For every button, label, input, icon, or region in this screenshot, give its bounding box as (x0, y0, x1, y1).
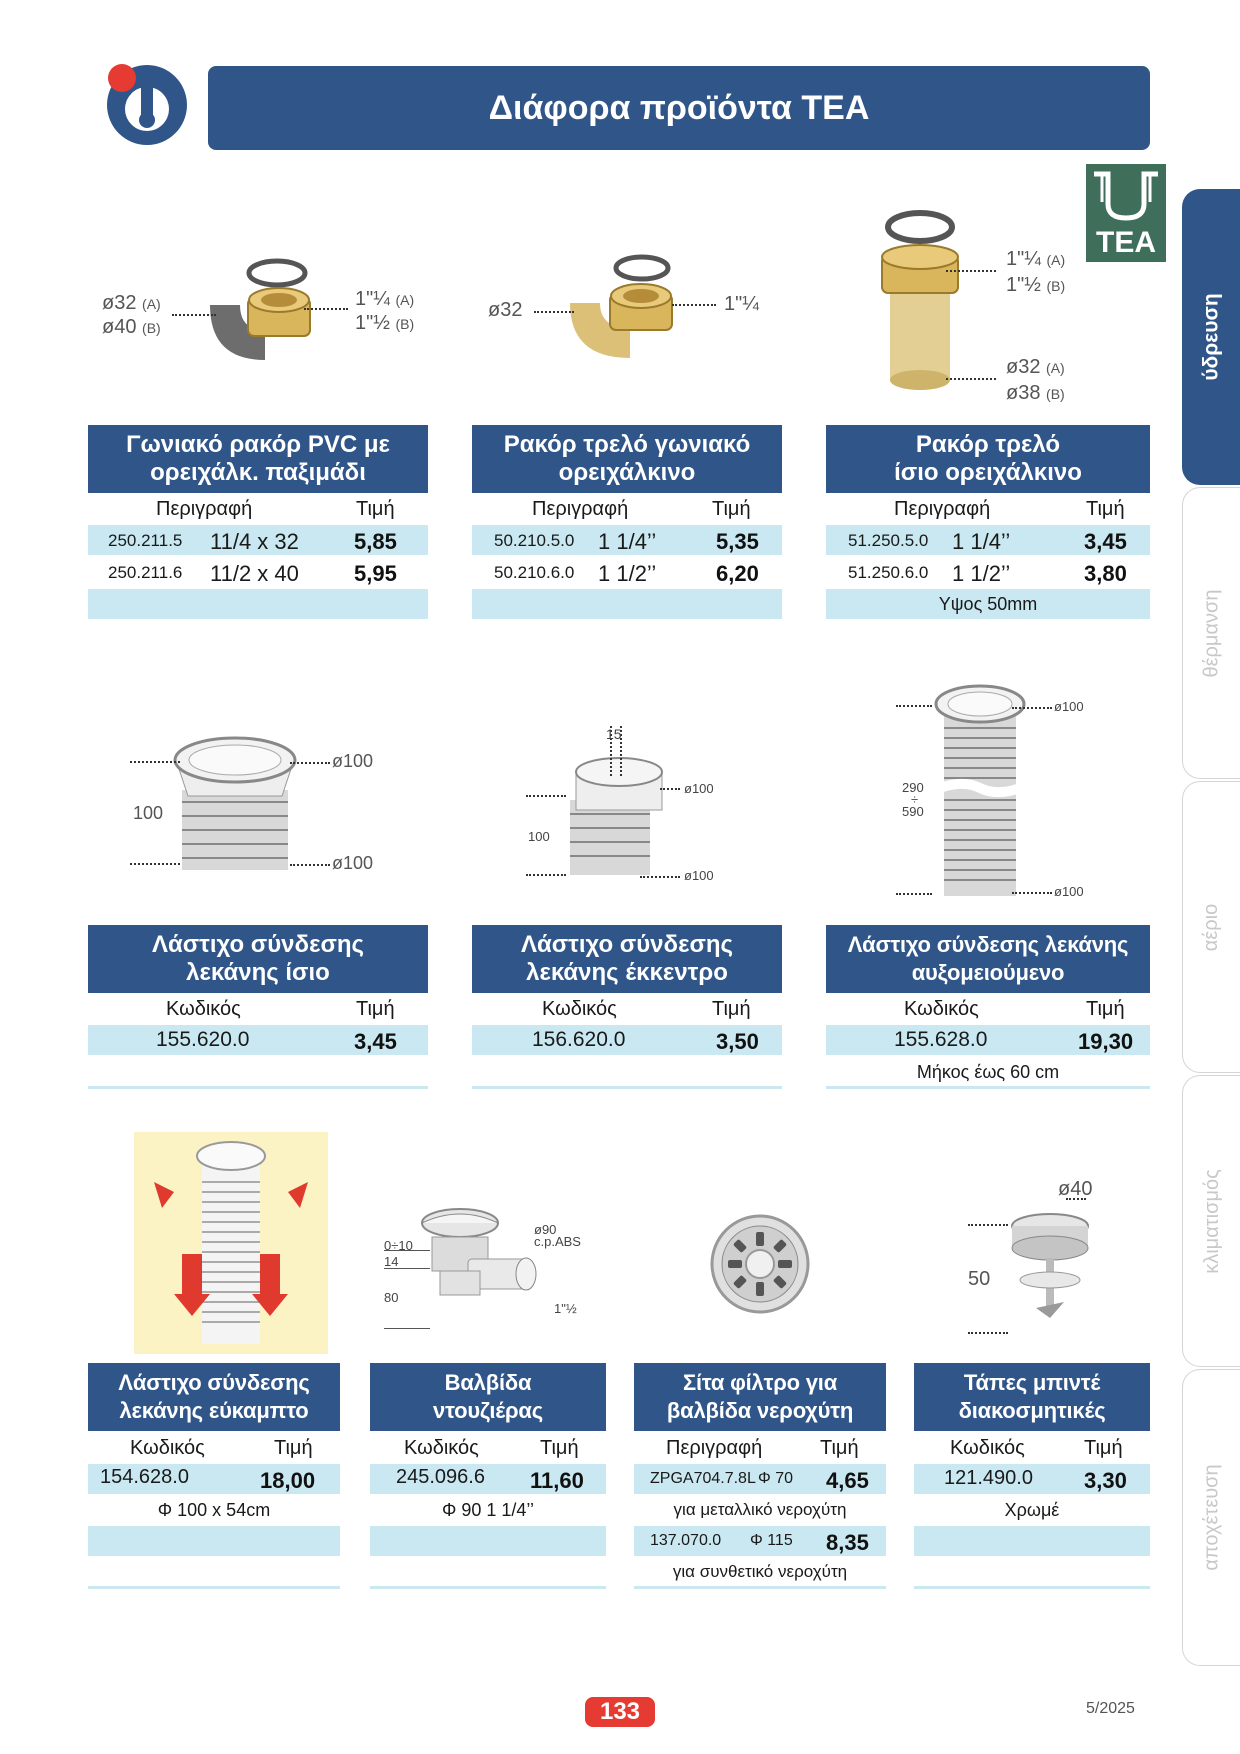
page-title: Διάφορα προϊόντα TEA (208, 66, 1150, 150)
table-header: Περιγραφή Τιμή (156, 498, 395, 520)
tab-klimatismos[interactable] (1182, 1075, 1240, 1367)
product-title: Βαλβίδα ντουζιέρας (370, 1363, 606, 1431)
leader-line (534, 311, 574, 313)
dim-height: 100 (528, 829, 550, 844)
dim-left: ø32 (488, 299, 523, 321)
tea-brand-logo (1086, 164, 1166, 262)
leader-line (304, 308, 348, 310)
dim-c: 80 (384, 1290, 399, 1305)
table-row (88, 589, 428, 619)
tab-thermansi[interactable] (1182, 487, 1240, 779)
divider (634, 1586, 886, 1589)
table-row: Μήκος έως 60 cm (916, 1062, 1060, 1082)
table-row: Φ 90 1 1/4’’ (441, 1500, 535, 1520)
dim-offset: 15 (606, 726, 622, 742)
dim-bottom: ø100 (684, 868, 714, 883)
table-row: Χρωμέ (1004, 1500, 1060, 1520)
product-title: Τάπες μπιντέ διακοσμητικές (914, 1363, 1150, 1431)
product-title: Λάστιχο σύνδεσης λεκάνης εύκαμπτο (88, 1363, 340, 1431)
tea-logo-icon (1086, 164, 1166, 262)
leader-line (130, 863, 180, 865)
company-logo (104, 62, 190, 148)
table-row: Φ 100 x 54cm (157, 1500, 271, 1520)
leader-line (526, 795, 566, 797)
leader-line (640, 876, 680, 878)
dim-bottom: ø100 (332, 853, 374, 873)
product-title: Σίτα φίλτρο για βαλβίδα νεροχύτη (634, 1363, 886, 1431)
divider (826, 1086, 1150, 1089)
dim-top: ø100 (684, 781, 714, 796)
product-image-brass-angle-union (560, 248, 710, 368)
dim-d: ø90 (534, 1222, 557, 1237)
dim-top: ø100 (1054, 699, 1084, 714)
dim-a: 0÷10 (384, 1238, 413, 1253)
dim-right-a: 1"¼ (A) (355, 288, 415, 310)
divider (88, 1086, 428, 1089)
table-header: Περιγραφή Τιμή (894, 498, 1125, 520)
table-row: 250.211.6 11/2 x 40 5,95 (108, 561, 397, 586)
table-row: 155.628.0 19,30 (826, 1025, 1150, 1055)
product-title: Ρακόρ τρελό ίσιο ορειχάλκινο (826, 425, 1150, 493)
dim-top: ø40 (1058, 1178, 1093, 1200)
product-image-brass-straight-union (870, 205, 970, 395)
table-row: 155.620.0 3,45 (88, 1025, 428, 1055)
dim-right-b: 1"½ (B) (355, 312, 415, 334)
table-header: Κωδικός Τιμή (950, 1437, 1123, 1459)
table-row: 51.250.5.0 1 1/4’’ 3,45 (826, 525, 1150, 555)
table-row: για μεταλλικό νεροχύτη (673, 1500, 847, 1519)
table-header: Κωδικός Τιμή (166, 998, 395, 1020)
table-row (914, 1526, 1150, 1556)
product-image-angle-pvc-fitting (190, 250, 340, 370)
leader-line (896, 705, 932, 707)
leader-line (526, 874, 566, 876)
table-header: Περιγραφή Τιμή (532, 498, 751, 520)
table-row: 156.620.0 3,50 (472, 1025, 782, 1055)
table-row (370, 1526, 606, 1556)
table-row: Υψος 50mm (826, 589, 1150, 619)
table-row: 137.070.0 Φ 115 8,35 (634, 1526, 886, 1556)
leader-line (130, 761, 180, 763)
table-row: ZPGA704.7.8L Φ 70 4,65 (634, 1464, 886, 1494)
tab-apoxeteusi[interactable] (1182, 1369, 1240, 1666)
tab-ydreusi[interactable] (1182, 189, 1240, 485)
tab-label: κλιματισμός (1200, 1168, 1223, 1274)
tab-aerio[interactable] (1182, 781, 1240, 1073)
leader-line (384, 1250, 430, 1251)
product-image-flexible-pan-connector (134, 1132, 328, 1354)
product-image-extendable-pan-connector (930, 680, 1030, 902)
tab-label: ύδρευση (1200, 293, 1223, 381)
leader-line (946, 270, 996, 272)
product-title: Ρακόρ τρελό γωνιακό ορειχάλκινο (472, 425, 782, 493)
table-header: Κωδικός Τιμή (542, 998, 751, 1020)
tab-label: αποχέτευση (1200, 1464, 1223, 1571)
divider (472, 1086, 782, 1089)
leader-line (660, 788, 680, 790)
page-number: 133 (585, 1697, 655, 1727)
table-row: για συνθετικό νεροχύτη (672, 1562, 848, 1581)
table-header: Περιγραφή Τιμή (666, 1437, 859, 1459)
leader-line (946, 378, 996, 380)
dim-height: 100 (133, 803, 164, 823)
leader-line (968, 1224, 1008, 1226)
table-row (88, 1526, 340, 1556)
divider (914, 1586, 1150, 1589)
table-row: 245.096.6 11,60 (370, 1464, 606, 1494)
table-row (472, 589, 782, 619)
dim-bot-b: ø38 (B) (1006, 382, 1065, 404)
dim-length-max: 590 (902, 804, 924, 819)
leader-line (672, 304, 716, 306)
table-row: 51.250.6.0 1 1/2’’ 3,80 (848, 561, 1127, 586)
table-row: 250.211.5 11/4 x 32 5,85 (88, 525, 428, 555)
table-row: 50.210.5.0 1 1/4’’ 5,35 (472, 525, 782, 555)
dim-left-a: ø32 (A) (102, 292, 161, 314)
dim-length-min: 290 (902, 780, 924, 795)
table-header: Κωδικός Τιμή (904, 998, 1125, 1020)
product-title: Λάστιχο σύνδεσης λεκάνης αυξομειούμενο (826, 925, 1150, 993)
product-image-sink-strainer (708, 1212, 812, 1316)
dim-b: 14 (384, 1254, 399, 1269)
dim-e: c.p.ABS (534, 1234, 581, 1249)
dim-length-sep: ÷ (911, 792, 919, 807)
dim-top-a: 1"¼ (A) (1006, 248, 1066, 270)
dim-bottom: ø100 (1054, 884, 1084, 899)
product-title: Λάστιχο σύνδεσης λεκάνης έκκεντρο (472, 925, 782, 993)
dim-left-b: ø40 (B) (102, 316, 161, 338)
leader-line (896, 893, 932, 895)
tea-logo-text: TEA (1096, 226, 1156, 259)
leader-line (384, 1328, 430, 1329)
leader-line (384, 1268, 430, 1269)
divider (88, 1586, 340, 1589)
table-header: Κωδικός Τιμή (130, 1437, 313, 1459)
table-header: Κωδικός Τιμή (404, 1437, 579, 1459)
product-image-eccentric-pan-connector (560, 750, 670, 880)
dim-bot-a: ø32 (A) (1006, 356, 1065, 378)
dim-top: ø100 (332, 751, 374, 771)
leader-line (1012, 892, 1052, 894)
leader-line (290, 864, 330, 866)
leader-line (290, 762, 330, 764)
dim-f: 1"½ (554, 1301, 577, 1316)
table-row: 121.490.0 3,30 (914, 1464, 1150, 1494)
leader-line (172, 314, 216, 316)
product-image-straight-pan-connector (170, 730, 300, 880)
tab-label: αέριο (1200, 903, 1223, 951)
table-row: 154.628.0 18,00 (88, 1464, 340, 1494)
product-image-bidet-plug (1000, 1210, 1100, 1320)
flexible-connector-drawing (134, 1132, 328, 1354)
product-title: Λάστιχο σύνδεσης λεκάνης ίσιο (88, 925, 428, 993)
dim-right: 1"¼ (724, 293, 759, 315)
leader-line (968, 1332, 1008, 1334)
tab-label: θέρμανση (1200, 589, 1223, 677)
product-title: Γωνιακό ρακόρ PVC με ορειχάλκ. παξιμάδι (88, 425, 428, 493)
dim-top-b: 1"½ (B) (1006, 274, 1066, 296)
leader-line (1012, 707, 1052, 709)
divider (370, 1586, 606, 1589)
edition-date: 5/2025 (1086, 1700, 1135, 1717)
table-row: 50.210.6.0 1 1/2’’ 6,20 (494, 561, 759, 586)
dim-height: 50 (968, 1268, 991, 1290)
